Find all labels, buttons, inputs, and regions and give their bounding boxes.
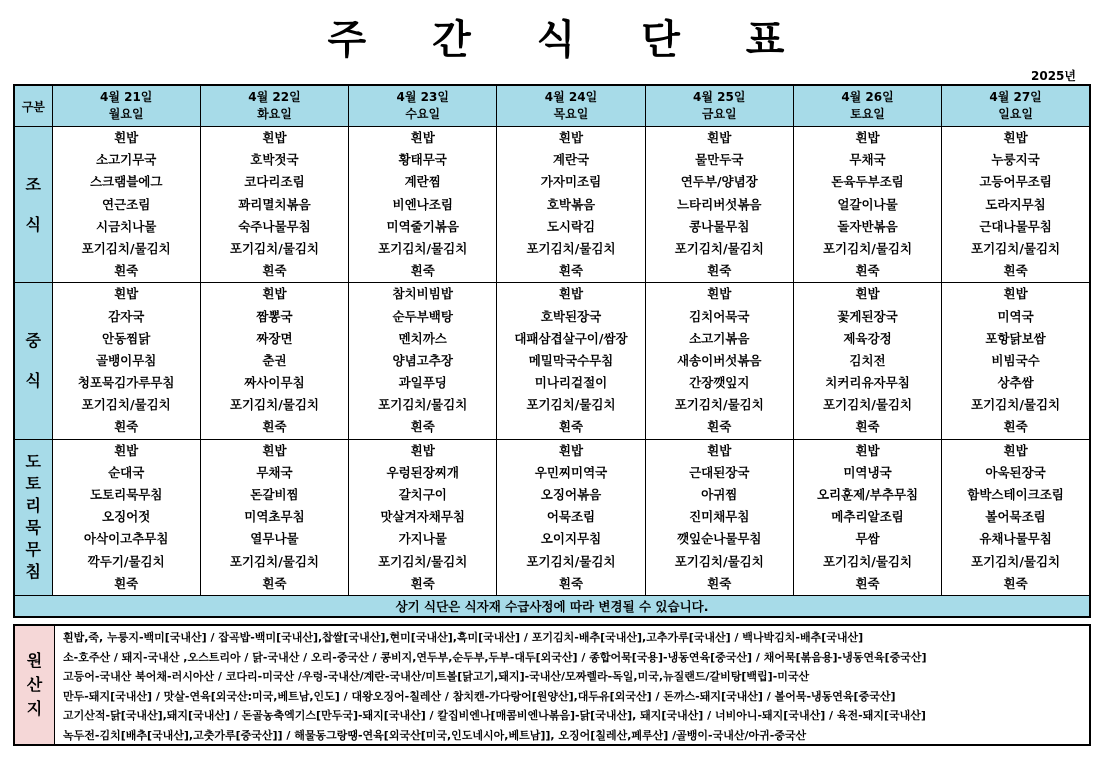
menu-cell [793, 127, 941, 283]
menu-cell [52, 439, 200, 595]
day-date: 4월 24일 [544, 90, 598, 104]
menu-item: 포기김치/물김치 [674, 240, 764, 256]
menu-item: 볼어묵조림 [985, 509, 1046, 525]
meal-label [14, 127, 52, 283]
meal-row [14, 127, 1090, 283]
menu-cell [497, 439, 645, 595]
menu-item: 간장깻잎지 [689, 375, 750, 391]
menu-item: 청포묵김가루무침 [77, 375, 175, 391]
menu-item: 도시락김 [546, 218, 596, 234]
menu-item: 메추리알조림 [831, 509, 904, 525]
menu-item: 짜사이무침 [244, 375, 305, 391]
menu-item: 물만두국 [695, 152, 744, 168]
day-weekday: 월요일 [108, 107, 144, 121]
origin-label-char: 산 [26, 675, 43, 694]
menu-item: 양념고추장 [392, 352, 453, 368]
menu-item: 멘치까스 [398, 330, 447, 346]
menu-item: 깻잎순나물무침 [676, 531, 762, 547]
menu-item: 꽈리멸치볶음 [238, 196, 311, 212]
menu-item: 흰밥 [558, 442, 584, 458]
menu-cell [497, 283, 645, 439]
menu-item: 포기김치/물김치 [822, 553, 913, 569]
menu-item: 흰죽 [855, 575, 880, 591]
meal-label-char: 리 [25, 496, 42, 516]
menu-item: 우렁된장찌개 [386, 464, 459, 480]
menu-item: 감자국 [108, 308, 145, 324]
day-date: 4월 27일 [989, 90, 1042, 104]
menu-item: 포기김치/물김치 [526, 240, 616, 256]
menu-item: 도토리묵무침 [89, 487, 163, 502]
menu-item: 흰밥 [410, 442, 435, 458]
origin-line: 고등어-국내산 북어채-러시아산 / 코다리-미국산 /우렁-국내산/계란-국내산/미트볼[닭고기,돼지]-국내산/모짜렐라-독일,미국,뉴질랜드/갈비탕[백립]-미국산 [63, 670, 810, 684]
day-date: 4월 25일 [693, 90, 746, 104]
menu-item: 흰죽 [262, 263, 287, 279]
menu-item: 비빔국수 [991, 352, 1040, 368]
menu-cell [645, 439, 793, 595]
menu-cell [349, 127, 497, 283]
day-header [349, 85, 497, 127]
menu-item: 맛살겨자채무침 [380, 509, 465, 525]
menu-item: 포항닭보쌈 [985, 330, 1046, 346]
menu-item: 꽃게된장국 [837, 308, 898, 324]
menu-item: 포기김치/물김치 [229, 240, 319, 256]
menu-item: 과일푸딩 [398, 375, 447, 391]
menu-item: 콩나물무침 [689, 218, 750, 234]
day-header [942, 85, 1090, 127]
menu-item: 어묵조림 [546, 509, 596, 525]
day-weekday: 목요일 [553, 107, 589, 121]
menu-item: 포기김치/물김치 [81, 240, 171, 256]
menu-item: 근대나물무침 [979, 218, 1052, 234]
menu-cell [200, 283, 348, 439]
menu-item: 오이지무침 [540, 531, 602, 547]
menu-item: 김치어묵국 [689, 308, 750, 324]
menu-item: 포기김치/물김치 [971, 397, 1061, 413]
day-date: 4월 21일 [99, 90, 153, 104]
menu-item: 포기김치/물김치 [822, 240, 913, 256]
menu-item: 짬뽕국 [256, 308, 293, 324]
menu-item: 황태무국 [398, 152, 447, 168]
menu-item: 흰밥 [262, 442, 287, 458]
menu-cell [200, 127, 348, 283]
menu-item: 계란찜 [404, 174, 441, 190]
menu-item: 흰죽 [114, 419, 139, 435]
menu-item: 흰밥 [558, 286, 584, 302]
menu-item: 미나리겉절이 [534, 375, 608, 391]
menu-item: 짜장면 [256, 330, 293, 346]
menu-table [13, 84, 1091, 618]
menu-item: 느타리버섯볶음 [676, 196, 762, 212]
meal-label [14, 283, 52, 439]
menu-item: 무쌈 [855, 531, 880, 547]
origin-label-char: 원 [26, 651, 43, 670]
menu-item: 우민찌미역국 [534, 464, 608, 480]
menu-item: 깍두기/물김치 [87, 553, 165, 569]
menu-item: 흰밥 [262, 286, 287, 302]
menu-item: 흰죽 [707, 575, 732, 591]
menu-item: 연두부/양념장 [680, 174, 758, 190]
menu-item: 호박젓국 [250, 152, 299, 168]
menu-item: 오징어볶음 [540, 487, 602, 502]
menu-item: 포기김치/물김치 [378, 553, 468, 569]
day-date: 4월 26일 [841, 90, 894, 104]
menu-cell [942, 127, 1090, 283]
menu-item: 흰죽 [114, 263, 139, 279]
menu-item: 비엔나조림 [392, 196, 453, 212]
menu-item: 호박된장국 [540, 308, 602, 324]
menu-item: 가자미조림 [540, 174, 602, 190]
menu-item: 흰밥 [262, 130, 287, 145]
menu-item: 흰죽 [410, 419, 435, 435]
header-row [14, 85, 1090, 127]
menu-item: 호박볶음 [546, 196, 596, 212]
menu-item: 흰죽 [410, 575, 435, 591]
menu-item: 흰죽 [558, 419, 584, 435]
menu-item: 제육강정 [843, 330, 892, 346]
menu-item: 흰죽 [1003, 575, 1028, 591]
origin-line: 소-호주산 / 돼지-국내산 ,오스트리아 / 닭-국내산 / 오리-중국산 / 콩비지,연두부,순두부,두부-대두[외국산] / 종합어묵[국용]-냉동연육[중국산] / 채어묵[볶음용]-냉동연육[중국산] [63, 650, 927, 664]
origin-line: 고기산적-닭[국내산],돼지[국내산] / 돈골농축엑기스[만두국]-돼지[국내산] / 칼집비엔나[매콤비엔나볶음]-닭[국내산], 돼지[국내산] / 너비아니-돼지[국내산] / 육전-돼지[국내산] [63, 709, 926, 723]
notice-text: 상기 식단은 식자재 수급사정에 따라 변경될 수 있습니다. [14, 595, 1090, 617]
menu-cell [942, 283, 1090, 439]
day-header [200, 85, 348, 127]
origin-line: 흰밥,죽, 누룽지-백미[국내산] / 잡곡밥-백미[국내산],찹쌀[국내산],현미[국내산],흑미[국내산] / 포기김치-배추[국내산],고추가루[국내산] / 백나박김치-배추[국내산] [63, 631, 864, 644]
meal-label-char: 조 [25, 174, 42, 194]
menu-cell [497, 127, 645, 283]
menu-item: 흰밥 [410, 130, 435, 145]
menu-item: 아귀찜 [701, 487, 738, 502]
menu-item: 흰죽 [410, 263, 435, 279]
menu-item: 아삭이고추무침 [83, 531, 169, 547]
menu-item: 도라지무침 [985, 196, 1046, 212]
menu-item: 흰밥 [707, 442, 732, 458]
menu-item: 포기김치/물김치 [378, 240, 468, 256]
origin-lines [55, 626, 1089, 744]
day-header [497, 85, 645, 127]
menu-cell [349, 283, 497, 439]
origin-label-char: 지 [26, 699, 43, 718]
day-weekday: 화요일 [257, 107, 292, 121]
menu-item: 흰죽 [855, 263, 880, 279]
menu-item: 흰죽 [707, 263, 732, 279]
menu-item: 포기김치/물김치 [971, 553, 1061, 569]
menu-item: 오리훈제/부추무침 [816, 487, 919, 502]
menu-item: 가지나물 [398, 531, 447, 547]
menu-item: 흰밥 [855, 442, 880, 458]
origin-line: 녹두전-김치[배추[국내산],고춧가루[중국산]] / 해물동그랑땡-연육[외국산[미국,인도네시아,베트남]], 오징어[칠레산,페루산] /골뱅이-국내산/아귀-중국산 [63, 728, 807, 742]
menu-item: 포기김치/물김치 [822, 397, 913, 413]
menu-item: 근대된장국 [689, 464, 750, 480]
meal-label-char: 식 [25, 370, 42, 390]
menu-item: 포기김치/물김치 [378, 397, 468, 413]
menu-item: 돈갈비찜 [250, 487, 299, 502]
menu-item: 함박스테이크조림 [967, 487, 1064, 502]
menu-item: 계란국 [552, 152, 590, 168]
menu-item: 포기김치/물김치 [81, 397, 171, 413]
menu-item: 스크램블에그 [89, 174, 163, 190]
menu-item: 흰죽 [558, 263, 584, 279]
menu-item: 포기김치/물김치 [674, 397, 764, 413]
menu-item: 상추쌈 [997, 375, 1034, 391]
menu-item: 새송이버섯볶음 [676, 352, 762, 368]
menu-item: 흰밥 [1003, 286, 1028, 302]
menu-item: 진미채무침 [689, 509, 750, 525]
origin-label [15, 626, 55, 744]
menu-item: 흰밥 [855, 286, 880, 302]
menu-item: 오징어젓 [102, 509, 151, 525]
day-header [52, 85, 200, 127]
menu-item: 열무나물 [250, 531, 299, 547]
day-header [645, 85, 793, 127]
origin-section [13, 624, 1091, 746]
menu-cell [200, 439, 348, 595]
menu-item: 갈치구이 [398, 487, 447, 502]
menu-item: 미역초무침 [244, 509, 305, 525]
menu-item: 흰죽 [1003, 419, 1028, 435]
menu-item: 흰밥 [114, 286, 139, 302]
day-date: 4월 23일 [396, 90, 449, 104]
menu-item: 포기김치/물김치 [674, 553, 764, 569]
menu-cell [645, 283, 793, 439]
menu-item: 흰밥 [1003, 130, 1028, 145]
corner-cell: 구분 [14, 85, 52, 127]
menu-item: 메밀막국수무침 [528, 352, 614, 368]
notice-row [14, 595, 1090, 617]
menu-item: 소고기무국 [96, 152, 157, 168]
menu-item: 누룽지국 [991, 152, 1040, 168]
day-header [793, 85, 941, 127]
menu-item: 흰밥 [707, 286, 732, 302]
menu-cell [942, 439, 1090, 595]
meal-label-char: 침 [25, 562, 42, 582]
menu-item: 돌자반볶음 [837, 218, 898, 234]
meal-label-char: 도 [25, 452, 42, 472]
day-weekday: 수요일 [405, 107, 441, 121]
menu-cell [645, 127, 793, 283]
menu-item: 포기김치/물김치 [229, 553, 319, 569]
meal-label-char: 식 [25, 214, 42, 234]
day-weekday: 일요일 [998, 107, 1033, 121]
menu-item: 고등어무조림 [979, 174, 1052, 190]
meal-label-char: 묵 [25, 518, 42, 538]
menu-item: 흰밥 [114, 130, 139, 145]
menu-item: 무채국 [256, 464, 293, 480]
menu-item: 미역국 [997, 308, 1034, 324]
menu-item: 흰죽 [1003, 263, 1028, 279]
menu-item: 미역냉국 [843, 464, 892, 480]
menu-item: 흰죽 [262, 575, 287, 591]
menu-item: 포기김치/물김치 [971, 240, 1061, 256]
menu-item: 얼갈이나물 [837, 196, 898, 212]
menu-item: 흰죽 [855, 419, 880, 435]
menu-item: 아욱된장국 [985, 464, 1046, 480]
menu-cell [793, 283, 941, 439]
day-weekday: 토요일 [850, 107, 885, 121]
menu-cell [52, 283, 200, 439]
menu-item: 미역줄기볶음 [386, 218, 459, 234]
menu-item: 춘권 [262, 352, 287, 368]
menu-item: 포기김치/물김치 [229, 397, 319, 413]
menu-item: 김치전 [849, 352, 886, 368]
origin-line: 만두-돼지[국내산] / 맛살-연육[외국산:미국,베트남,인도] / 대왕오징어-칠레산 / 참치캔-가다랑어[원양산],대두유[외국산] / 돈까스-돼지[국내산] / 볼어묵-냉동연육[중국산] [63, 689, 896, 703]
menu-item: 연근조림 [102, 196, 151, 212]
menu-item: 흰죽 [262, 419, 287, 435]
menu-item: 유채나물무침 [979, 531, 1052, 547]
menu-item: 숙주나물무침 [238, 218, 311, 234]
menu-cell [52, 127, 200, 283]
day-weekday: 금요일 [701, 107, 737, 121]
year-label: 2025년 [1031, 69, 1076, 83]
day-date: 4월 22일 [248, 90, 301, 104]
menu-item: 돈육두부조림 [831, 174, 904, 190]
menu-item: 시금치나물 [96, 218, 157, 234]
menu-item: 흰죽 [558, 575, 584, 591]
meal-row [14, 439, 1090, 595]
menu-item: 무채국 [849, 152, 886, 168]
menu-item: 안동찜닭 [102, 330, 151, 346]
menu-body [14, 127, 1090, 596]
menu-item: 소고기볶음 [689, 330, 750, 346]
menu-item: 흰밥 [114, 442, 139, 458]
menu-item: 순대국 [108, 464, 145, 480]
menu-item: 흰죽 [114, 575, 139, 591]
menu-item: 코다리조림 [244, 174, 305, 190]
menu-item: 포기김치/물김치 [526, 553, 616, 569]
menu-cell [793, 439, 941, 595]
meal-row [14, 283, 1090, 439]
menu-item: 치커리유자무침 [825, 375, 910, 391]
menu-cell [349, 439, 497, 595]
meal-label-char: 토 [25, 474, 42, 494]
menu-item: 골뱅이무침 [96, 352, 157, 368]
menu-item: 흰밥 [855, 130, 880, 145]
menu-item: 흰죽 [707, 419, 732, 435]
menu-item: 흰밥 [1003, 442, 1028, 458]
meal-label-char: 중 [25, 330, 42, 350]
meal-label-char: 무 [25, 540, 42, 560]
menu-item: 흰밥 [558, 130, 584, 145]
meal-label [14, 439, 52, 595]
menu-item: 참치비빔밥 [392, 286, 453, 302]
page-title: 주 간 식 단 표 [327, 17, 811, 63]
menu-item: 순두부백탕 [392, 308, 453, 324]
menu-item: 포기김치/물김치 [526, 397, 616, 413]
menu-item: 대패삼겹살구이/쌈장 [514, 330, 628, 346]
menu-item: 흰밥 [707, 130, 732, 145]
